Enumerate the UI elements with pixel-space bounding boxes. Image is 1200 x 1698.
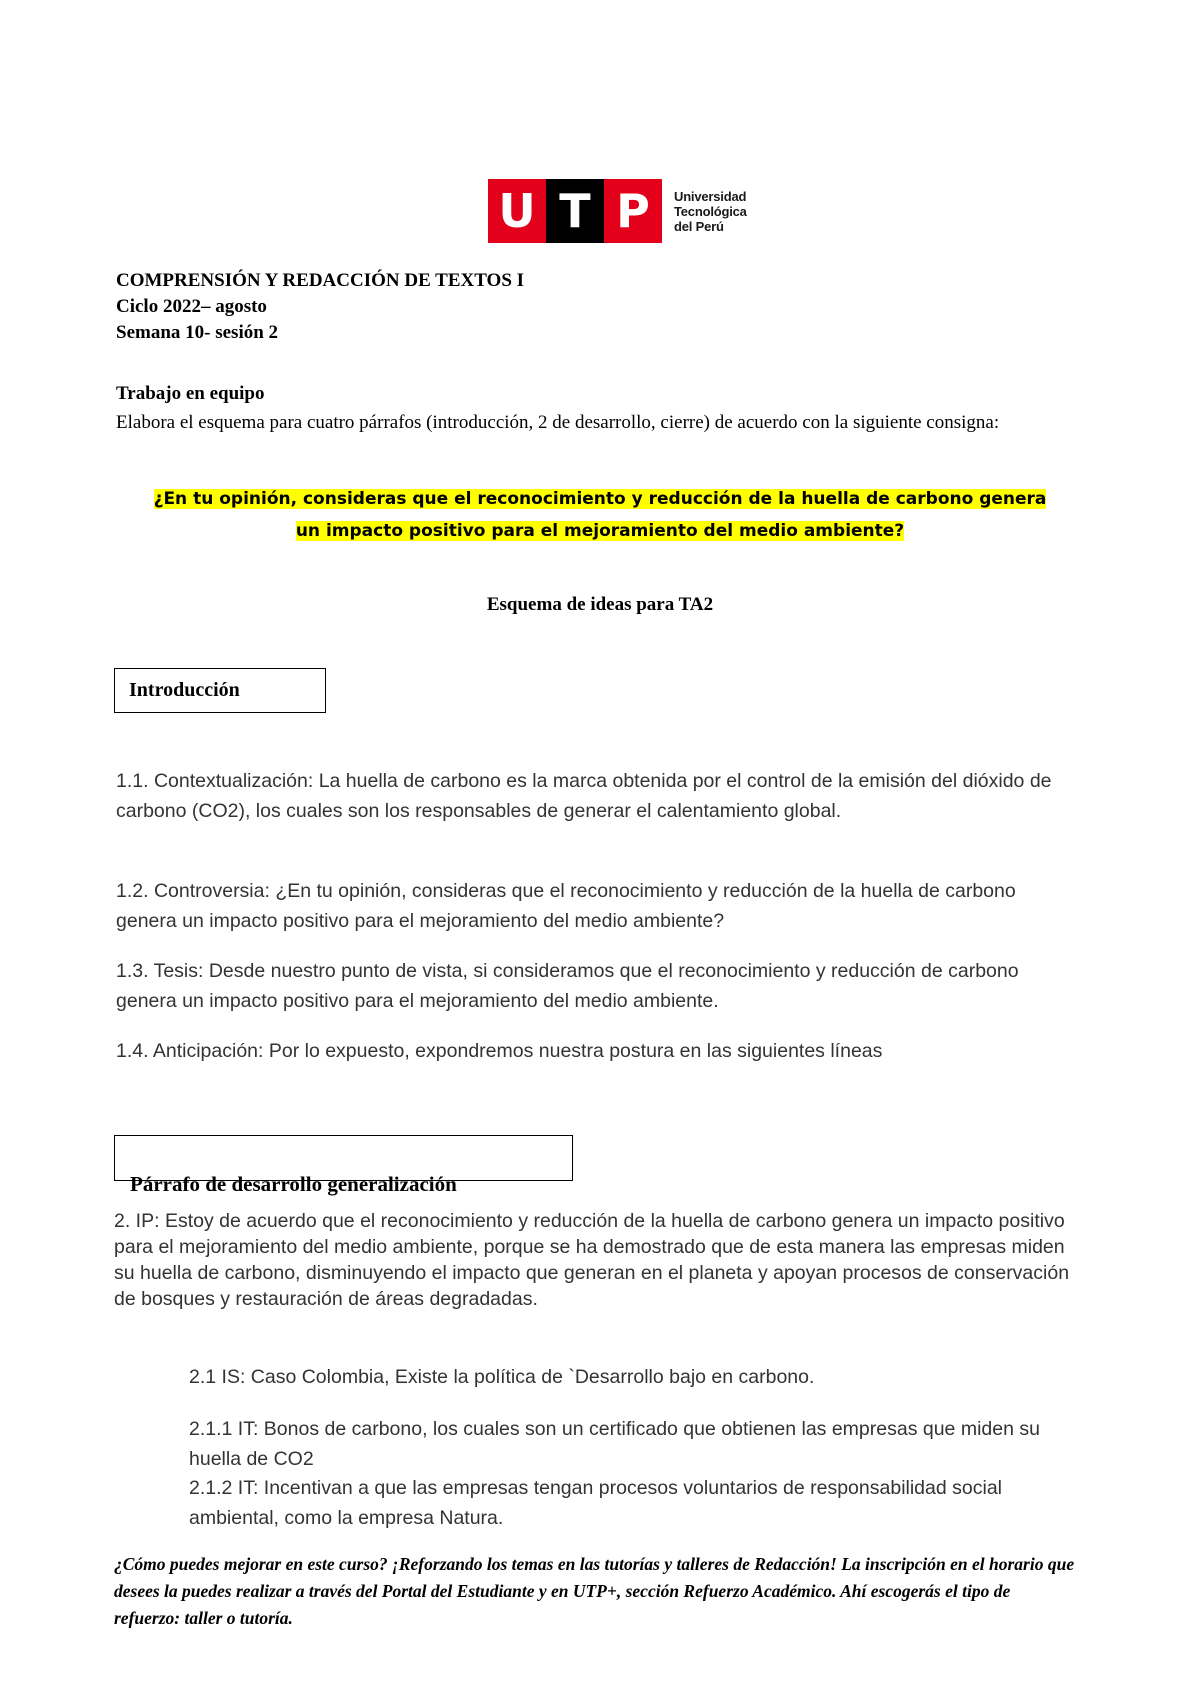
intro-item-thesis: 1.3. Tesis: Desde nuestro punto de vista, si consideramos que el reconocimiento y reducción de carbono genera un impacto positivo para el mejoramiento del medio ambiente. <box>116 960 1019 1012</box>
week-label: Semana 10- sesión 2 <box>116 322 279 343</box>
intro-heading: Introducción <box>129 679 240 701</box>
logo-name-line: Universidad <box>674 188 747 204</box>
utp-logo <box>488 178 747 244</box>
logo-letter-u: U <box>488 179 546 243</box>
task-title: Trabajo en equipo <box>116 383 265 404</box>
development-tertiary-idea-2: 2.1.2 IT: Incentivan a que las empresas tengan procesos voluntarios de responsabilidad social ambiental, como la empresa Natura. <box>189 1477 1002 1529</box>
document-header <box>116 268 524 346</box>
intro-item-anticipation: 1.4. Anticipación: Por lo expuesto, expondremos nuestra postura en las siguientes líneas <box>116 1040 883 1062</box>
footer-note: ¿Cómo puedes mejorar en este curso? ¡Reforzando los temas en las tutorías y talleres de Redacción! La inscripción en el horario que desees la puedes realizar a través del Portal del Estudiante y en UTP+, sección Refuerzo Académico. Ahí escogerás el tipo de refuerzo: taller o tutoría. <box>114 1554 1075 1628</box>
logo-letter-t: T <box>546 179 604 243</box>
logo-university-name <box>674 189 747 234</box>
scheme-title: Esquema de ideas para TA2 <box>486 594 714 615</box>
development-main-idea: 2. IP: Estoy de acuerdo que el reconocimiento y reducción de la huella de carbono genera un impacto positivo para el mejoramiento del medio ambiente, porque se ha demostrado que de esta manera las empresas miden su huella de carbono, disminuyendo el impacto que generan en el planeta y apoyan procesos de conservación de bosques y restauración de áreas degradadas. <box>114 1210 1070 1310</box>
cycle-label: Ciclo 2022– agosto <box>116 296 267 317</box>
intro-heading-box <box>114 668 326 713</box>
question-line-2: un impacto positivo para el mejoramiento del medio ambiente? <box>295 521 905 541</box>
intro-item-contextualization: 1.1. Contextualización: La huella de carbono es la marca obtenida por el control de la emisión del dióxido de carbono (CO2), los cuales son los responsables de generar el calentamiento global. <box>116 770 1052 822</box>
question-line-1: ¿En tu opinión, consideras que el reconocimiento y reducción de la huella de carbono genera <box>153 489 1047 509</box>
development-heading: Párrafo de desarrollo generalización <box>130 1172 457 1196</box>
logo-name-line: Tecnológica <box>674 203 747 219</box>
logo-letter-p: P <box>604 179 662 243</box>
intro-item-controversy: 1.2. Controversia: ¿En tu opinión, consideras que el reconocimiento y reducción de la huella de carbono genera un impacto positivo para el mejoramiento del medio ambiente? <box>116 880 1016 932</box>
task-instruction: Elabora el esquema para cuatro párrafos (introducción, 2 de desarrollo, cierre) de acuerdo con la siguiente consigna: <box>116 412 1000 433</box>
development-secondary-idea: 2.1 IS: Caso Colombia, Existe la política de `Desarrollo bajo en carbono. <box>189 1366 815 1388</box>
development-tertiary-idea-1: 2.1.1 IT: Bonos de carbono, los cuales son un certificado que obtienen las empresas que miden su huella de CO2 <box>189 1418 1040 1470</box>
highlighted-question <box>0 483 1200 547</box>
course-title: COMPRENSIÓN Y REDACCIÓN DE TEXTOS I <box>116 270 525 291</box>
logo-name-line: del Perú <box>674 218 724 234</box>
